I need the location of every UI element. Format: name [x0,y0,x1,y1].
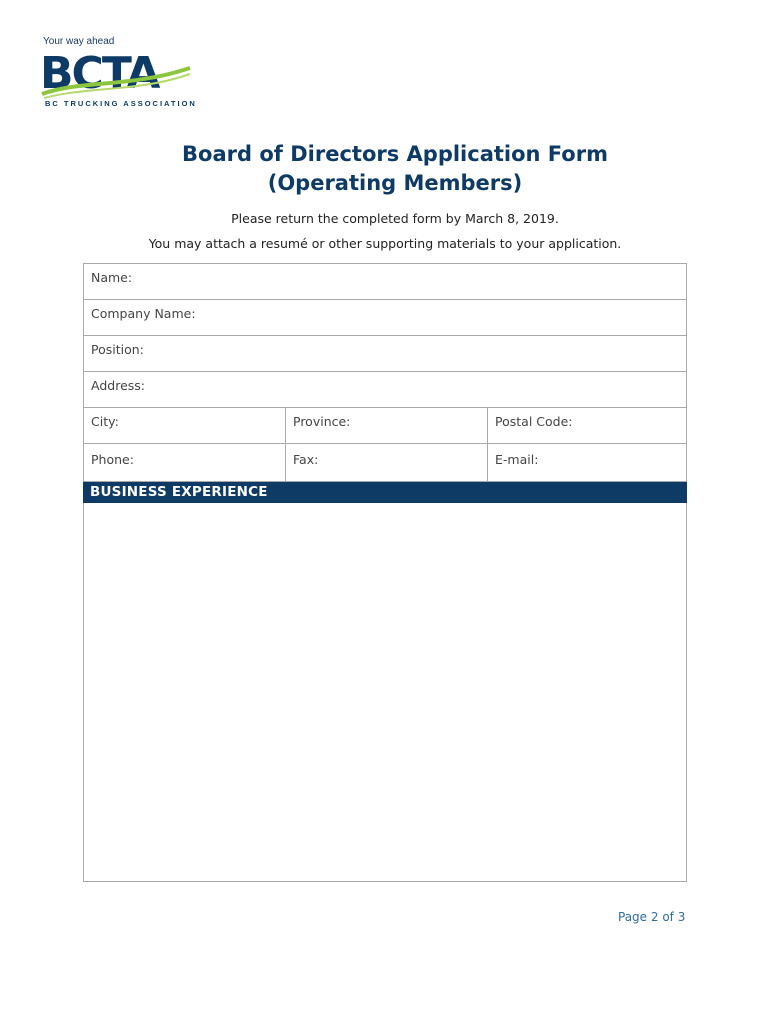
svg-text:BCTA: BCTA [40,50,159,99]
fax-label: Fax: [293,452,319,467]
row-company [83,300,687,336]
phone-field[interactable] [84,444,285,481]
city-field[interactable] [84,408,285,443]
email-field[interactable] [487,444,686,481]
address-field[interactable] [84,372,686,407]
form-title [0,140,770,198]
instruction-deadline: Please return the completed form by March 8, 2019. [231,211,559,226]
position-field[interactable] [84,336,686,371]
name-field[interactable] [84,264,686,299]
address-label: Address: [91,378,145,393]
row-address [83,372,687,408]
application-form [83,263,687,882]
business-experience-textarea[interactable] [83,503,687,882]
page-number: Page 2 of 3 [618,910,686,924]
form-title-line1: Board of Directors Application Form [182,142,608,166]
province-label: Province: [293,414,351,429]
logo-tagline: Your way ahead [43,36,115,47]
email-label: E-mail: [495,452,539,467]
form-title-line2: (Operating Members) [267,171,523,195]
postal-code-label: Postal Code: [495,414,573,429]
province-field[interactable] [285,408,487,443]
company-name-label: Company Name: [91,306,196,321]
company-name-field[interactable] [84,300,686,335]
name-label: Name: [91,270,133,285]
postal-code-field[interactable] [487,408,686,443]
bcta-logo [40,36,200,110]
row-name [83,263,687,300]
row-position [83,336,687,372]
city-label: City: [91,414,119,429]
row-city-province-postal [83,408,687,444]
position-label: Position: [91,342,144,357]
logo-association: BC TRUCKING ASSOCIATION [45,99,197,108]
instruction-attachments: You may attach a resumé or other supporting materials to your application. [148,236,622,251]
phone-label: Phone: [91,452,134,467]
business-experience-header: BUSINESS EXPERIENCE [83,482,687,503]
fax-field[interactable] [285,444,487,481]
bcta-wordmark [40,50,192,102]
row-phone-fax-email [83,444,687,482]
